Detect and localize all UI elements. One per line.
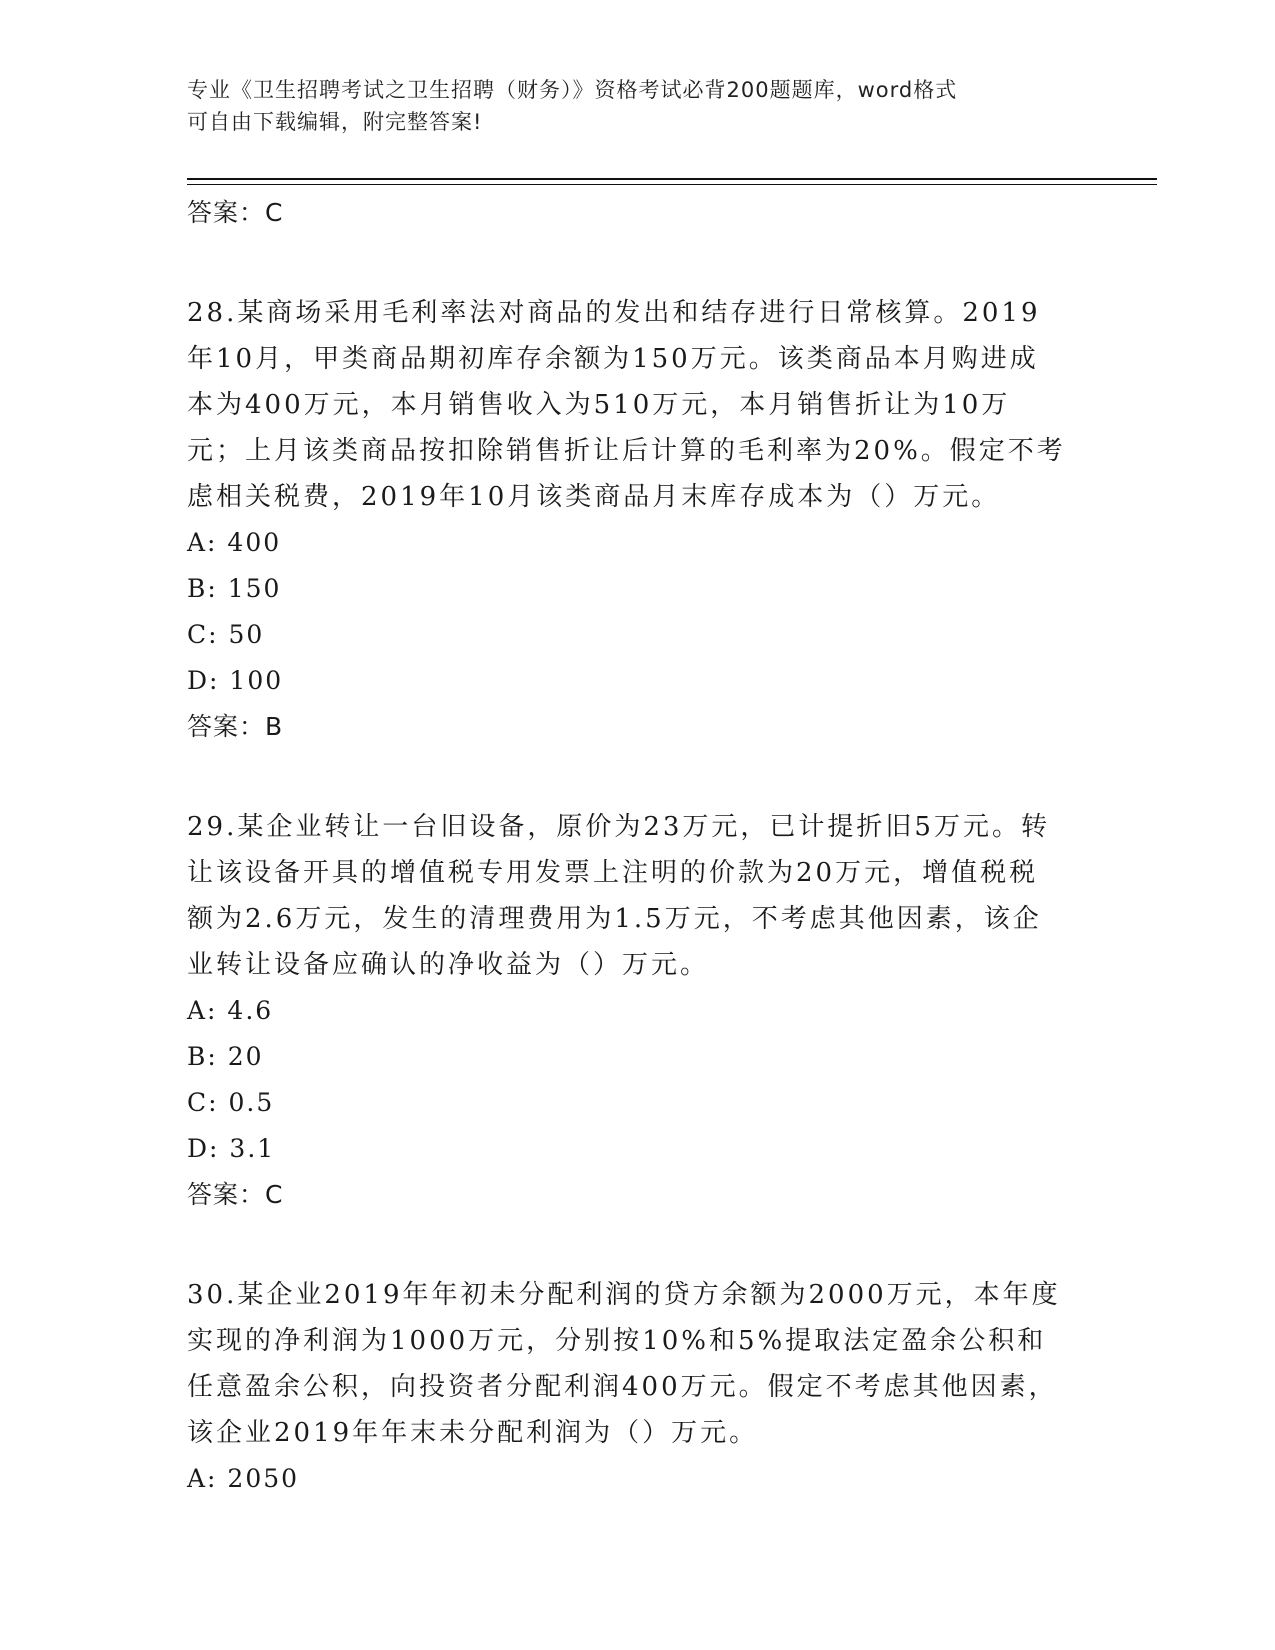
option-d: D: 3.1 xyxy=(187,1134,276,1163)
question-29 xyxy=(187,804,1067,1218)
option-c: C: 0.5 xyxy=(187,1088,275,1117)
question-30 xyxy=(187,1272,1067,1502)
header-divider-thin xyxy=(187,184,1157,185)
question-28 xyxy=(187,290,1067,750)
option-d: D: 100 xyxy=(187,666,284,695)
option-list xyxy=(187,988,1067,1172)
question-answer: 答案：B xyxy=(187,712,284,741)
option-a: A: 400 xyxy=(187,528,282,557)
header-title-line-2: 可自由下载编辑，附完整答案! xyxy=(187,110,483,134)
header-divider xyxy=(187,178,1157,180)
option-a: A: 4.6 xyxy=(187,996,274,1025)
document-body xyxy=(187,190,1067,1502)
option-c: C: 50 xyxy=(187,620,265,649)
option-b: B: 150 xyxy=(187,574,282,603)
option-a: A: 2050 xyxy=(187,1464,300,1493)
previous-answer: 答案：C xyxy=(187,198,284,227)
question-text: 29.某企业转让一台旧设备，原价为23万元，已计提折旧5万元。转让该设备开具的增值税专用发票上注明的价款为20万元，增值税税额为2.6万元，发生的清理费用为1.5万元，不考虑其他因素，该企业转让设备应确认的净收益为（）万元。 xyxy=(187,812,1050,980)
option-b: B: 20 xyxy=(187,1042,264,1071)
option-list xyxy=(187,520,1067,704)
question-text: 30.某企业2019年年初未分配利润的贷方余额为2000万元，本年度实现的净利润为1000万元，分别按10%和5%提取法定盈余公积和任意盈余公积，向投资者分配利润400万元。假定不考虑其他因素，该企业2019年年末未分配利润为（）万元。 xyxy=(187,1280,1061,1448)
question-answer: 答案：C xyxy=(187,1180,284,1209)
question-text: 28.某商场采用毛利率法对商品的发出和结存进行日常核算。2019年10月，甲类商品期初库存余额为150万元。该类商品本月购进成本为400万元，本月销售收入为510万元，本月销售折让为10万元；上月该类商品按扣除销售折让后计算的毛利率为20%。假定不考虑相关税费，2019年10月该类商品月末库存成本为（）万元。 xyxy=(187,298,1066,512)
header-title-line-1: 专业《卫生招聘考试之卫生招聘（财务）》资格考试必背200题题库，word格式 xyxy=(187,78,958,102)
page-header xyxy=(187,74,1067,138)
option-list xyxy=(187,1456,1067,1502)
